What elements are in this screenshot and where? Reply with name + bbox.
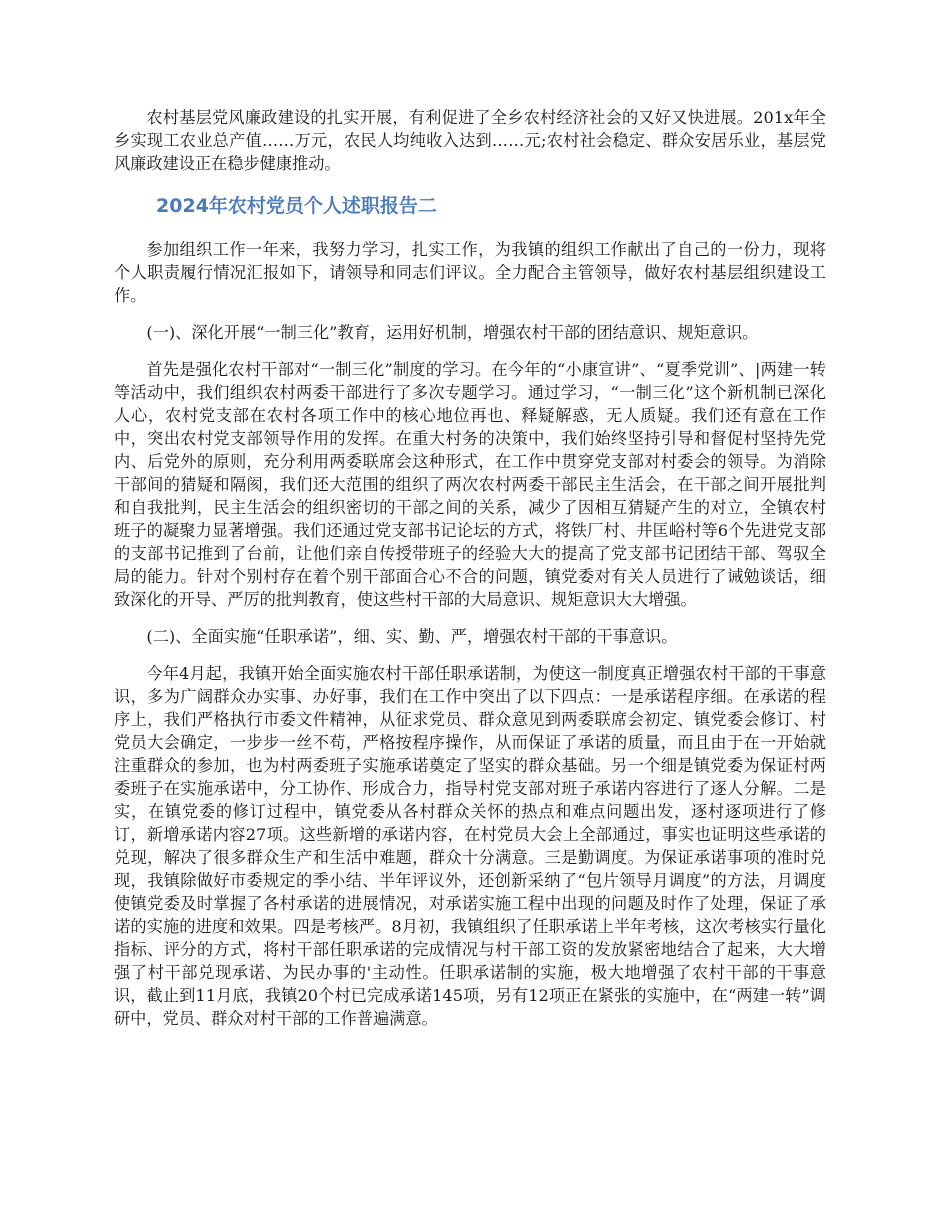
section-title-1: (一)、深化开展“一制三化”教育，运用好机制，增强农村干部的团结意识、规矩意识。 [146,323,759,342]
paragraph: 首先是强化农村干部对“一制三化”制度的学习。在今年的“小康宣讲”、“夏季党训”、|两建一转等活动中，我们组织农村两委干部进行了多次专题学习。通过学习，“一制三化”这个新机制已深化人心，农村党支部在农村各项工作中的核心地位再也、释疑解惑，无人质疑。我们还有意在工作中，突出农村党支部领导作用的发挥。在重大村务的决策中，我们始终坚持引导和督促村坚持先党内、后党外的原则，充分利用两委联席会这种形式，在工作中贯穿党支部对村委会的领导。为消除干部间的猜疑和隔阂，我们还大范围的组织了两次农村两委干部民主生活会，在干部之间开展批判和自我批判，民主生活会的组织密切的干部之间的关系，减少了因相互猜疑产生的对立，全镇农村班子的凝聚力显著增强。我们还通过党支部书记论坛的方式，将铁厂村、井匡峪村等6个先进党支部的支部书记推到了台前，让他们亲自传授带班子的经验大大的提高了党支部书记团结干部、驾驭全局的能力。针对个别村存在着个别干部面合心不合的问题，镇党委对有关人员进行了诫勉谈话，细致深化的开导、严厉的批判教育，使这些村干部的大局意识、规矩意识大大增强。 [114,360,826,609]
document-body [114,106,826,1044]
paragraph: 参加组织工作一年来，我努力学习，扎实工作，为我镇的组织工作献出了自己的一份力，现将个人职责履行情况汇报如下，请领导和同志们评议。全力配合主管领导，做好农村基层组织建设工作。 [114,240,826,305]
paragraph: 今年4月起，我镇开始全面实施农村干部任职承诺制，为使这一制度真正增强农村干部的干事意识，多为广阔群众办实事、办好事，我们在工作中突出了以下四点：一是承诺程序细。在承诺的程序上，我们严格执行市委文件精神，从征求党员、群众意见到两委联席会初定、镇党委会修订、村党员大会确定，一步步一丝不苟，严格按程序操作，从而保证了承诺的质量，而且由于在一开始就注重群众的参加，也为村两委班子实施承诺奠定了坚实的群众基础。另一个细是镇党委为保证村两委班子在实施承诺中，分工协作、形成合力，指导村党支部对班子承诺内容进行了逐人分解。二是实，在镇党委的修订过程中，镇党委从各村群众关怀的热点和难点问题出发，逐村逐项进行了修订，新增承诺内容27项。这些新增的承诺内容，在村党员大会上全部通过，事实也证明这些承诺的兑现，解决了很多群众生产和生活中难题，群众十分满意。三是勤调度。为保证承诺事项的准时兑现，我镇除做好市委规定的季小结、半年评议外，还创新采纳了“包片领导月调度”的方法，月调度使镇党委及时掌握了各村承诺的进展情况，对承诺实施工程中出现的问题及时作了处理，保证了承诺的实施的进度和效果。四是考核严。8月初，我镇组织了任职承诺上半年考核，这次考核实行量化指标、评分的方式，将村干部任职承诺的完成情况与村干部工资的发放紧密地结合了起来，大大增强了村干部兑现承诺、为民办事的'主动性。任职承诺制的实施，极大地增强了农村干部的干事意识，截止到11月底，我镇20个村已完成承诺145项，另有12项正在紧张的实施中，在“两建一转”调研中，党员、群众对村干部的工作普遍满意。 [114,664,826,1028]
section-title-2: (二)、全面实施“任职承诺”，细、实、勤、严，增强农村干部的干事意识。 [146,627,678,646]
intro-paragraph: 农村基层党风廉政建设的扎实开展，有利促进了全乡农村经济社会的又好又快进展。201x年全乡实现工农业总产值……万元，农民人均纯收入达到……元;农村社会稳定、群众安居乐业，基层党风廉政建设正在稳步健康推动。 [114,108,826,173]
section-heading: 2024年农村党员个人述职报告二 [156,195,437,217]
